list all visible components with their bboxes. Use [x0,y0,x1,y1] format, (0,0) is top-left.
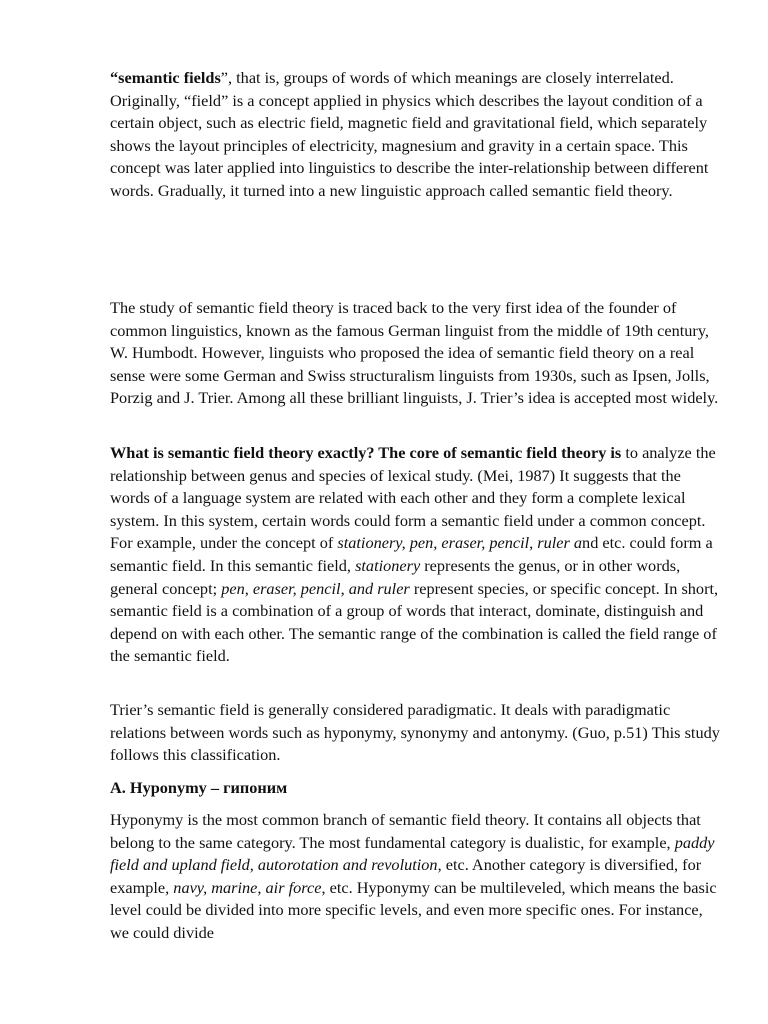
bold-lead: What is semantic field theory exactly? The core of semantic field theory is [110,443,622,462]
bold-term: “semantic fields [110,68,221,87]
italic-example: paddy field and upland field, autorotation and revolution [110,832,715,875]
paragraph-history [110,297,720,410]
paragraph-definition [110,442,720,668]
paragraph-body: ”, that is, groups of words of which meanings are closely interrelated. Originally, “field” is a concept applied in physics which describes the layout condition of a certain object, such as electric field, magnetic field and gravitational field, which separately shows the layout principles of electricity, magnesium and gravity in a certain space. This concept was later applied into linguistics to describe the inter-relationship between different words. Gradually, it turned into a new linguistic approach called semantic field theory. [110,68,709,200]
paragraph-text: Trier’s semantic field is generally considered paradigmatic. It deals with paradigmatic relations between words such as hyponymy, synonymy and antonymy. (Guo, p.51) This study follows this classification. [110,700,720,765]
paragraph-body: to analyze the relationship between genus and species of lexical study. (Mei, 1987) It suggests that the words of a language system are related with each other and they form a complete lexical system. In this system, certain words could form a semantic field under a common concept. For example, under the concept of [110,443,716,553]
italic-example: stationery, pen, eraser, pencil, ruler a [337,533,583,553]
section-heading-hyponymy [110,777,720,800]
italic-example: navy, marine, air force [173,877,322,897]
paragraph-body: , etc. Another category is diversified, for example, [110,855,702,897]
paragraph-text [110,67,720,203]
paragraph-body: represents the genus, or in other words, general concept; [110,555,681,598]
paragraph-paradigmatic [110,699,720,767]
paragraph-body: nd etc. could form a semantic field. In this semantic field, [110,533,713,575]
paragraph-text [110,809,720,945]
paragraph-text: The study of semantic field theory is traced back to the very first idea of the founder of common linguistics, known as the famous German linguist from the middle of 19th century, W. Humbodt. However, linguists who proposed the idea of semantic field theory on a real sense were some German and Swiss structuralism linguists from 1930s, such as Ipsen, Jolls, Porzig and J. Trier. Among all these brilliant linguists, J. Trier’s idea is accepted most widely. [110,298,719,408]
heading-bold: A. Hyponymy – гипоним [110,778,288,797]
paragraph-body: , etc. Hyponymy can be multileveled, which means the basic level could be divided into more specific levels, and even more specific ones. For instance, we could divide [110,877,717,942]
paragraph-hyponymy [110,809,720,945]
italic-example: pen, eraser, pencil, and ruler [221,578,410,598]
paragraph-body: represent species, or specific concept. In short, semantic field is a combination of a group of words that interact, dominate, distinguish and depend on with each other. The semantic range of the combination is called the field range of the semantic field. [110,578,719,666]
paragraph-body: Hyponymy is the most common branch of semantic field theory. It contains all objects that belong to the same category. The most fundamental category is dualistic, for example, [110,810,701,852]
heading-text [110,777,720,800]
paragraph-text [110,442,720,668]
paragraph-semantic-fields [110,67,720,203]
italic-example: stationery [355,555,421,575]
